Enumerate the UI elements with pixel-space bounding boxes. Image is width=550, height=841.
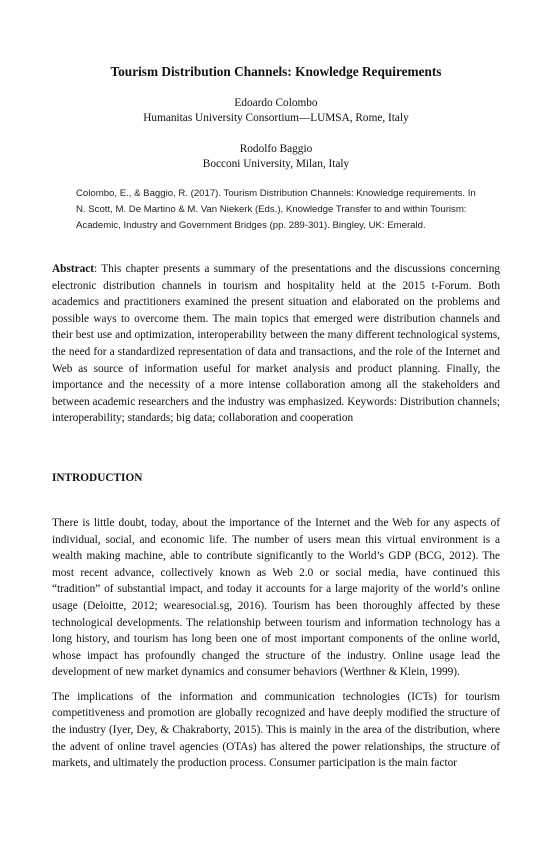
abstract (52, 261, 500, 427)
section-heading: INTRODUCTION (52, 471, 143, 484)
author-name: Edoardo Colombo (234, 97, 318, 109)
paper-title: Tourism Distribution Channels: Knowledge Requirements (110, 64, 442, 79)
author-affiliation: Bocconi University, Milan, Italy (202, 158, 350, 170)
citation-line: Academic, Industry and Government Bridges (pp. 289-301). Bingley, UK: Emerald. (76, 220, 426, 231)
author-name: Rodolfo Baggio (239, 143, 313, 155)
citation-line: Colombo, E., & Baggio, R. (2017). Tourism Distribution Channels: Knowledge requirements. In (76, 188, 476, 199)
author-affiliation: Humanitas University Consortium—LUMSA, Rome, Italy (143, 112, 409, 124)
body-paragraph: There is little doubt, today, about the importance of the Internet and the Web for any aspects of individual, social, and economic life. The number of users mean this virtual environment is a wealth making machine, able to contribute significantly to the World’s GDP (BCG, 2012). The most recent advance, collectively known as Web 2.0 or social media, have continued this “tradition” of substantial impact, and today it accounts for a large majority of the world’s online usage (Deloitte, 2012; wearesocial.sg, 2016). Tourism has been thoroughly affected by these technological developments. The relationship between tourism and information technology has a long history, and tourism has long been one of most important components of the online world, whose impact has profoundly changed the structure of the industry. Online usage lead the development of new market dynamics and consumer behaviors (Werthner & Klein, 1999). (52, 516, 500, 679)
abstract-label: Abstract (52, 263, 95, 275)
abstract-text: : This chapter presents a summary of the presentations and the discussions concerning electronic distribution channels in tourism and hospitality held at the 2015 t-Forum. Both academics and practitioners examined the present situation and elaborated on the problems and possible ways to overcome them. The main topics that emerged were distribution channels and their best use and optimization, interoperability between the many different technological systems, the need for a standardized representation of data and transactions, and the role of the Internet and Web as source of information useful for market analysis and product planning. Finally, the importance and the necessity of a more intense collaboration among all the stakeholders and between academic researchers and the industry was emphasized. Keywords: Distribution channels; interoperability; standards; big data; collaboration and cooperation (52, 263, 500, 425)
author-block-1 (52, 96, 500, 126)
document-page (0, 64, 550, 841)
author-block-2 (52, 142, 500, 172)
body-paragraph: The implications of the information and communication technologies (ICTs) for tourism competitiveness and promotion are globally recognized and have deeply modified the structure of the industry (Iyer, Dey, & Chakraborty, 2015). This is mainly in the area of the distribution, where the advent of online travel agencies (OTAs) has altered the power relationships, the structure of markets, and ultimately the production process. Consumer participation is the main factor (52, 690, 500, 770)
citation-line: N. Scott, M. De Martino & M. Van Niekerk (Eds.), Knowledge Transfer to and within Tourism: (76, 204, 467, 215)
citation-block (76, 186, 500, 234)
